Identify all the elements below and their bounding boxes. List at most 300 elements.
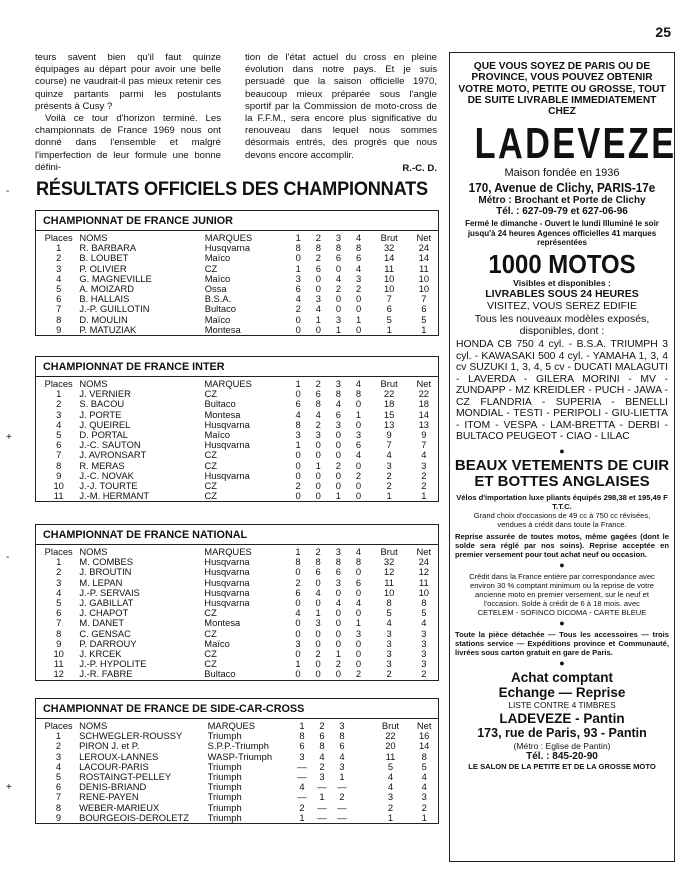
cell-round-2: 4 (315, 408, 321, 420)
cell-round-3: 0 (335, 607, 341, 619)
header-brut: Brut (380, 546, 398, 557)
header-place: Places (44, 546, 73, 557)
ad-echange-reprise: Echange — Reprise (498, 684, 626, 700)
intro-right-paragraph: tion de l'état actuel du cross en pleine évolution dans notre pays. Et je suis persuadé que la saison officielle 1970, beaucoup mieux préparée sous l'angle sportif par la Commission de moto-cross de la F.F.M., sera encore plus significative du renouveau dans lequel nous sommes désormais entrés, des progrès que nous devons encore accomplir. (245, 52, 437, 161)
cell-make: Husqvarna (204, 586, 250, 598)
cell-brut: 2 (386, 469, 392, 481)
cell-net: 4 (421, 771, 427, 783)
table-row (42, 669, 438, 679)
cell-net: 10 (418, 272, 430, 284)
header-round-3: 3 (335, 546, 341, 557)
cell-make: CZ (204, 658, 217, 670)
header-net: Net (416, 546, 432, 557)
cell-make: Maïco (204, 313, 231, 325)
cell-brut: 5 (387, 760, 394, 772)
cell-net: 14 (418, 740, 430, 752)
cell-name: P. MATUZIAK (79, 323, 137, 335)
cell-brut: 12 (383, 566, 395, 578)
ad-pantin-address: 173, rue de Paris, 93 - Pantin (477, 725, 647, 740)
margin-mark: - (6, 552, 10, 563)
cell-brut: 18 (383, 398, 395, 410)
cell-make: B.S.A. (204, 293, 232, 305)
ad-pantin-telephone: Tél. : 845-20-90 (526, 750, 598, 762)
cell-place: 12 (53, 668, 64, 680)
cell-net: 12 (418, 566, 430, 578)
cell-brut: 7 (386, 439, 392, 451)
ad-visibles: Visibles et disponibles : (513, 278, 611, 289)
cell-name: B. HALLAIS (79, 293, 130, 305)
cell-make: CZ (204, 490, 217, 502)
cell-place: 11 (53, 490, 64, 502)
cell-place: 3 (56, 576, 62, 588)
cell-place: 8 (56, 313, 62, 325)
cell-make: Triumph (207, 811, 242, 823)
cell-round-4: 3 (356, 272, 362, 284)
cell-place: 6 (56, 607, 62, 619)
cell-round-2: 4 (315, 303, 321, 315)
cell-round-4: 0 (355, 480, 362, 492)
cell-net: 2 (421, 668, 427, 680)
cell-make: Triumph (207, 801, 242, 813)
cell-round-3: — (337, 811, 347, 823)
cell-place: 3 (56, 408, 62, 420)
cell-net: 18 (418, 398, 430, 410)
cell-round-1: 8 (295, 242, 301, 254)
ad-liste: LISTE CONTRE 4 TIMBRES (508, 699, 616, 710)
cell-net: 11 (418, 576, 429, 588)
cell-net: 3 (421, 791, 427, 803)
cell-round-1: 4 (295, 607, 301, 619)
cell-make: CZ (204, 627, 217, 639)
cell-round-1: 0 (295, 313, 301, 325)
cell-round-4: 4 (356, 262, 362, 274)
cell-round-1: 4 (295, 408, 301, 420)
cell-name: R. MERAS (79, 459, 125, 471)
cell-round-2: — (317, 801, 327, 813)
cell-place: 7 (55, 791, 62, 803)
cell-round-4: 0 (355, 490, 362, 502)
header-place: Places (44, 232, 73, 243)
cell-place: 1 (56, 556, 62, 568)
ad-pantin-metro: (Métro : Eglise de Pantin) (513, 740, 611, 751)
cell-name: J. VERNIER (79, 388, 131, 400)
cell-brut: 2 (386, 480, 392, 492)
cell-round-1: 1 (295, 262, 301, 274)
cell-net: 11 (418, 262, 429, 274)
cell-round-3: 6 (335, 408, 341, 420)
ad-salon: LE SALON DE LA PETITE ET DE LA GROSSE MOTO (468, 761, 656, 771)
ad-telephone: Tél. : 627-09-79 et 627-06-96 (496, 206, 628, 218)
cell-round-4 (352, 792, 371, 802)
cell-net: 14 (418, 252, 430, 264)
cell-round-4 (352, 803, 371, 813)
table-row (42, 813, 438, 823)
header-round-3: 3 (339, 720, 345, 731)
cell-net: 3 (421, 627, 427, 639)
cell-round-4: 0 (356, 303, 362, 315)
cell-place: 9 (56, 469, 62, 481)
cell-net: 3 (421, 648, 427, 660)
cell-round-3: 0 (335, 480, 341, 492)
cell-net: 6 (421, 303, 427, 315)
cell-round-3: 4 (335, 272, 342, 284)
cell-round-2: 2 (315, 252, 321, 264)
results-table (42, 547, 438, 680)
cell-make: WASP-Triumph (207, 750, 273, 762)
cell-name: A. MOIZARD (79, 283, 135, 295)
cell-net: 7 (421, 293, 427, 305)
championship-title: CHAMPIONNAT DE FRANCE INTER (36, 357, 438, 377)
cell-net: 10 (418, 283, 430, 295)
cell-make: Bultaco (204, 303, 236, 315)
ad-achat-comptant: Achat comptant (510, 669, 613, 685)
cell-make: Montesa (204, 408, 241, 420)
cell-name: J. CHAPOT (79, 607, 129, 619)
header-net: Net (416, 232, 432, 243)
header-net: Net (416, 720, 432, 731)
cell-brut: 4 (387, 771, 394, 783)
cell-round-4: 8 (356, 242, 362, 254)
cell-round-3: 1 (335, 648, 341, 660)
cell-round-2: 6 (315, 262, 321, 274)
cell-round-4 (352, 813, 371, 823)
bullet-dot: ● (559, 445, 565, 456)
ad-brands-list: HONDA CB 750 4 cyl. - B.S.A. TRIUMPH 3 cyl. - KAWASAKI 500 4 cyl. - YAMAHA 1, 3, 4 cv SUZUKI 1, 3, 4, 5 cv - DUCATI MALAGUTI - LAVERDA - GILERA MORINI - MV - ZUNDAPP - MZ KREIDLER - PUCH - JAWA - CZ FLANDRIA - SUPERIA - BENELLI MONDIAL - TESTI - PERIPOLI - GIU-LIETTA - ITOM - VESPA - LAM-BRETTA - DERBI - BULTACO PEUGEOT - CIAO - LILAC (456, 339, 668, 443)
cell-round-1: 6 (295, 398, 301, 410)
cell-round-3: — (337, 801, 347, 813)
cell-round-1: 0 (295, 668, 301, 680)
cell-round-2: 0 (315, 439, 321, 451)
cell-make: Triumph (207, 781, 242, 793)
cell-brut: 4 (386, 449, 392, 461)
cell-net: 1 (421, 490, 427, 502)
cell-make: Montesa (204, 617, 241, 629)
cell-net: 5 (421, 760, 427, 772)
cell-round-4: 0 (355, 418, 362, 430)
cell-make: Maïco (204, 272, 231, 284)
cell-brut: 13 (383, 418, 395, 430)
bullet-dot: ● (559, 617, 565, 628)
cell-round-4: 2 (355, 668, 362, 680)
cell-round-2: 0 (315, 597, 321, 609)
header-name: NOMS (79, 546, 108, 557)
cell-round-4: 0 (356, 323, 362, 335)
page-number: 25 (655, 24, 671, 40)
cell-round-1: 8 (295, 418, 301, 430)
cell-make: CZ (204, 459, 217, 471)
cell-round-4: 0 (355, 398, 362, 410)
cell-make: CZ (204, 607, 217, 619)
cell-round-2: 2 (319, 760, 325, 772)
ad-pieces: Toute la pièce détachée — Tous les accessoires — trois stations service — Expéditions province et Communauté, livrées sous carton gratuit en gare de Paris. (455, 629, 669, 657)
cell-brut: 9 (386, 429, 392, 441)
cell-round-3: 0 (335, 293, 342, 305)
cell-round-1: 3 (295, 429, 301, 441)
cell-round-1: — (297, 791, 307, 803)
cell-name: J.-C. SAUTON (79, 439, 141, 451)
cell-round-4: 3 (355, 429, 362, 441)
cell-round-2: 0 (315, 480, 321, 492)
cell-net: 9 (421, 429, 427, 441)
cell-round-1: 2 (295, 303, 301, 315)
header-round-1: 1 (299, 720, 305, 731)
cell-round-2: 0 (315, 627, 321, 639)
cell-round-1: 4 (299, 781, 305, 793)
cell-round-4: 0 (355, 459, 362, 471)
cell-round-4: 0 (355, 566, 362, 578)
cell-place: 4 (55, 760, 62, 772)
cell-name: SCHWEGLER-ROUSSY (79, 730, 183, 742)
cell-round-4 (352, 741, 371, 751)
cell-round-3: 1 (339, 771, 345, 783)
cell-round-4 (352, 752, 371, 762)
cell-place: 1 (55, 730, 62, 742)
cell-round-4: 4 (355, 449, 362, 461)
cell-round-3: 0 (335, 429, 341, 441)
cell-round-2: 6 (319, 730, 325, 742)
cell-round-3: — (337, 781, 347, 793)
cell-round-2: 3 (315, 617, 321, 629)
cell-place: 9 (56, 637, 62, 649)
header-round-3: 3 (335, 232, 342, 243)
cell-round-1: 2 (299, 801, 305, 813)
cell-round-1: 0 (295, 617, 301, 629)
cell-name: DENIS-BRIAND (79, 781, 147, 793)
cell-round-1: 0 (295, 459, 301, 471)
header-name: NOMS (79, 232, 108, 243)
cell-round-1: 6 (295, 283, 301, 295)
header-make: MARQUES (204, 378, 252, 389)
cell-name: ROSTAINGT-PELLEY (79, 771, 172, 783)
ladeveze-logo: LADEVEZE (474, 119, 677, 169)
cell-make: Husqvarna (204, 242, 251, 254)
cell-brut: 4 (387, 781, 394, 793)
bullet-dot: ● (559, 657, 565, 668)
cell-round-3: 2 (335, 658, 341, 670)
cell-name: J.-C. NOVAK (79, 469, 134, 481)
cell-round-1: 0 (295, 490, 301, 502)
cell-brut: 3 (387, 791, 394, 803)
cell-net: 3 (421, 658, 427, 670)
cell-round-4: 0 (355, 607, 362, 619)
cell-round-3: 0 (335, 449, 341, 461)
cell-place: 2 (56, 398, 62, 410)
header-round-4: 4 (355, 546, 362, 557)
ad-founded: Maison fondée en 1936 (504, 167, 620, 180)
header-make: MARQUES (204, 232, 253, 243)
cell-brut: 8 (386, 597, 392, 609)
cell-round-4: 6 (355, 576, 362, 588)
cell-round-3: 8 (335, 242, 342, 254)
cell-round-2: 0 (315, 637, 321, 649)
cell-round-4: 4 (355, 597, 362, 609)
cell-round-1: 8 (299, 730, 305, 742)
ad-reprise: Reprise assurée de toutes motos, même gagées (dont le solde sera réglé par nos soins). Reprise acceptée en premier versement pour tout achat neuf ou occasion. (455, 531, 669, 559)
header-round-4: 4 (356, 232, 362, 243)
cell-make: Bultaco (204, 398, 236, 410)
cell-round-2: 2 (315, 418, 321, 430)
cell-round-2: 0 (315, 668, 321, 680)
cell-place: 4 (56, 272, 62, 284)
ad-metro: Métro : Brochant et Porte de Clichy (478, 195, 646, 207)
cell-round-3: 0 (335, 637, 341, 649)
cell-round-3: 0 (335, 668, 341, 680)
cell-round-3: 4 (335, 398, 341, 410)
cell-round-1: 1 (299, 811, 305, 823)
ad-1000-motos: 1000 MOTOS (488, 249, 636, 280)
cell-name: LACOUR-PARIS (79, 760, 149, 772)
cell-net: 2 (421, 469, 427, 481)
cell-round-2: — (317, 781, 327, 793)
cell-brut: 2 (386, 668, 392, 680)
cell-name: J. KRCEK (79, 648, 122, 660)
cell-round-4 (352, 782, 371, 792)
cell-round-1: 6 (299, 740, 305, 752)
cell-round-3: 3 (335, 418, 341, 430)
results-title: RÉSULTATS OFFICIELS DES CHAMPIONNATS (36, 178, 428, 200)
cell-round-2: 8 (315, 242, 321, 254)
header-round-4 (352, 721, 371, 731)
cell-name: J.-P. HYPOLITE (79, 658, 147, 670)
cell-name: P. DARROUY (79, 637, 137, 649)
cell-round-2: 0 (315, 449, 321, 461)
cell-place: 6 (56, 439, 62, 451)
cell-make: Husqvarna (204, 469, 250, 481)
cell-name: J. BROUTIN (79, 566, 132, 578)
cell-round-3: 8 (339, 730, 345, 742)
cell-brut: 2 (387, 801, 394, 813)
cell-name: M. DANET (79, 617, 125, 629)
cell-net: 4 (421, 781, 427, 793)
intro-left-paragraph-1: teurs savent bien qu'il faut quinze équipages au départ pour avoir une belle course) ne vaudrait-il pas mieux retenir ces quinze partants parmi les postulants présents à Cusy ? (35, 52, 221, 112)
cell-round-1: 0 (295, 323, 301, 335)
intro-right-column (245, 52, 437, 175)
cell-round-2: 0 (315, 658, 321, 670)
cell-net: 3 (421, 637, 427, 649)
cell-round-2: 1 (315, 459, 321, 471)
margin-mark: + (6, 782, 12, 793)
cell-round-2: 1 (315, 313, 321, 325)
cell-round-1: 3 (299, 750, 305, 762)
championship-box (35, 524, 439, 681)
cell-round-2: 3 (319, 771, 325, 783)
cell-round-2: 4 (315, 586, 321, 598)
cell-round-3: 2 (339, 791, 345, 803)
header-round-3: 3 (335, 378, 341, 389)
cell-round-1: 8 (295, 556, 301, 568)
cell-round-3: 2 (335, 283, 342, 295)
ad-livrables: LIVRABLES SOUS 24 HEURES (485, 288, 639, 301)
cell-place: 7 (56, 449, 62, 461)
results-table (42, 379, 438, 501)
cell-place: 2 (55, 740, 62, 752)
cell-round-1: 0 (295, 388, 301, 400)
cell-round-1: 4 (295, 293, 301, 305)
cell-round-1: 0 (295, 566, 301, 578)
header-brut: Brut (380, 232, 398, 243)
cell-round-2: 4 (319, 750, 325, 762)
cell-round-1: 3 (295, 272, 301, 284)
ad-address: 170, Avenue de Clichy, PARIS-17e (468, 180, 656, 196)
cell-round-2: 6 (315, 566, 321, 578)
cell-net: 2 (421, 801, 427, 813)
cell-round-1: 2 (295, 480, 301, 492)
cell-make: Ossa (204, 283, 227, 295)
cell-round-3: 3 (339, 760, 345, 772)
cell-round-3: 6 (335, 252, 342, 264)
championship-title: CHAMPIONNAT DE FRANCE NATIONAL (36, 525, 438, 545)
cell-round-3: 0 (335, 262, 342, 274)
cell-round-2: 0 (315, 469, 321, 481)
intro-left-column (35, 52, 221, 174)
cell-brut: 1 (386, 490, 392, 502)
cell-net: 24 (418, 242, 430, 254)
cell-place: 5 (56, 429, 62, 441)
cell-place: 3 (55, 750, 62, 762)
cell-net: 10 (418, 586, 430, 598)
ad-credit: Crédit dans la France entière par correspondance avec environ 30 % comptant minimum ou la reprise de votre ancienne moto en premier versement, sur le neuf et l'occasion. Solde à crédit de 6 à 18 mois. avec CETELEM - SOFINCO DICOMA - CARTE BLEUE (469, 571, 655, 617)
championship-box (35, 210, 439, 336)
cell-brut: 22 (383, 388, 395, 400)
cell-net: 2 (421, 480, 427, 492)
cell-name: J.-P. GUILLOTIN (79, 303, 150, 315)
cell-name: J.-M. HERMANT (79, 490, 150, 502)
cell-round-4 (352, 731, 371, 741)
cell-brut: 11 (385, 750, 396, 762)
header-make: MARQUES (207, 720, 256, 731)
header-round-1: 1 (295, 232, 301, 243)
cell-net: 22 (418, 388, 430, 400)
cell-net: 1 (421, 811, 427, 823)
cell-place: 10 (53, 648, 64, 660)
cell-place: 10 (53, 480, 64, 492)
cell-brut: 5 (386, 313, 392, 325)
ad-import: Vélos d'importation luxe pliants équipés 298,38 et 195,49 F T.T.C. (456, 492, 668, 511)
cell-round-2: 1 (315, 607, 321, 619)
cell-name: RENE-PAYEN (79, 791, 139, 803)
cell-name: PIRON J. et P. (79, 740, 140, 752)
cell-make: Husqvarna (204, 556, 250, 568)
cell-round-3: 4 (339, 750, 345, 762)
cell-name: R. BARBARA (79, 242, 137, 254)
cell-brut: 32 (383, 242, 395, 254)
cell-make: CZ (204, 648, 217, 660)
cell-brut: 1 (386, 323, 392, 335)
cell-round-4: 3 (355, 627, 362, 639)
cell-place: 5 (56, 283, 62, 295)
cell-brut: 1 (387, 811, 394, 823)
cell-name: D. MOULIN (79, 313, 128, 325)
cell-round-4: 1 (356, 313, 362, 325)
cell-net: 8 (421, 597, 427, 609)
cell-place: 9 (55, 811, 62, 823)
cell-brut: 6 (386, 303, 392, 315)
cell-make: Bultaco (204, 668, 236, 680)
cell-name: S. BACOU (79, 398, 125, 410)
header-brut: Brut (381, 720, 400, 731)
cell-brut: 5 (386, 607, 392, 619)
cell-place: 5 (56, 597, 62, 609)
table-row (42, 325, 438, 335)
cell-place: 4 (56, 586, 62, 598)
cell-place: 8 (56, 459, 62, 471)
header-round-4: 4 (355, 378, 362, 389)
ad-occasions: Grand choix d'occasions de 49 cc à 750 cc révisées, vendues à crédit dans toute la France. (473, 510, 651, 529)
cell-place: 6 (56, 293, 62, 305)
cell-name: B. LOUBET (79, 252, 129, 264)
championship-title: CHAMPIONNAT DE FRANCE JUNIOR (36, 211, 438, 231)
cell-place: 2 (56, 252, 62, 264)
